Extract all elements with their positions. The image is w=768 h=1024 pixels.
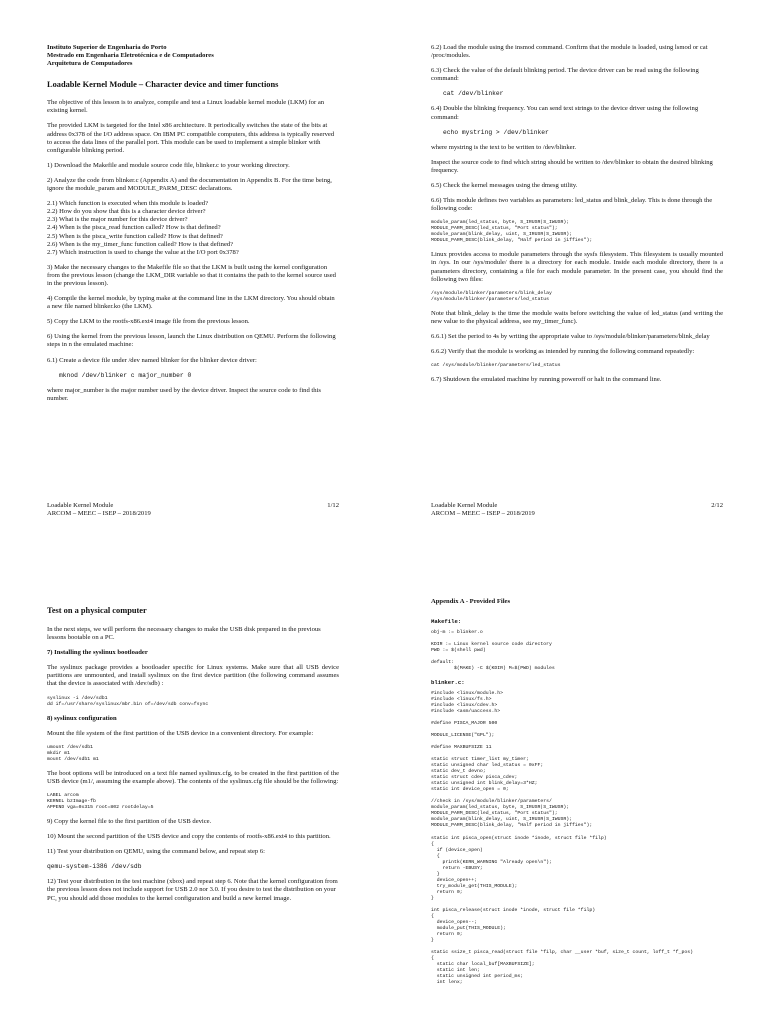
- question-item: 2.2) How do you show that this is a character device driver?: [47, 208, 206, 216]
- subsection-heading: 8) syslinux configuration: [47, 714, 117, 722]
- paragraph: 6.2) Load the module using the insmod command. Confirm that the module is loaded, using lsmod or cat /proc/modules.: [431, 44, 708, 60]
- code-block: LABEL arcom KERNEL bzImage-fb APPEND vga=0x315 root=802 rootdelay=5: [47, 792, 154, 810]
- question-item: 2.3) What is the major number for this device driver?: [47, 216, 188, 224]
- code-block: #include <linux/module.h> #include <linux/fs.h> #include <linux/cdev.h> #include <asm/uaccess.h> #define PISCA_MAJOR 500 MODULE_LICENSE("GPL"); #define MAXBUFSIZE 11 static struct timer_list my_timer; static unsigned char led_status = 0xFF; static dev_t devno; static struct cdev pisca_cdev; static unsigned int blink_delay=3*HZ; static int device_open = 0; //check in /sys/module/blinker/parameters/ module_param(led_status, byte, S_IRUSR|S_IWUSR); MODULE_PARM_DESC(led_status, "Port status"); module_param(blink_delay, uint, S_IRUSR|S_IWUSR); MODULE_PARM_DESC(blink_delay, "Half period in jiffies");: [431, 691, 593, 829]
- paragraph: 3) Make the necessary changes to the Makefile file so that the LKM is built using the kernel configuration from the previous lesson (change the LKM_DIR variable so that it contains the path to the kernel source used in the previous lesson).: [47, 263, 336, 287]
- header-line: Arquitetura de Computadores: [47, 60, 133, 68]
- page-footer: [431, 502, 723, 510]
- paragraph: The boot options will be introduced on a text file named syslinux.cfg, to be created in the first partition of the USB device (m1/, assuming the example above). The contents of the syslinux.cfg file should be the following:: [47, 769, 339, 785]
- code-block: mknod /dev/blinker c major_number 0: [59, 371, 192, 379]
- paragraph: Linux provides access to module parameters through the sysfs filesystem. This filesystem is usually mounted in /sys. In our /sys/module/ there is a directory for each module. Inside each module directory, there is a parameters directory, containing a file for each module parameter. In the present case, you should find the following two files:: [431, 251, 723, 283]
- code-block: module_param(led_status, byte, S_IRUSR|S_IWUSR); MODULE_PARM_DESC(led_status, "Port status"); module_param(blink_delay, uint, S_IRUSR|S_IWUSR); MODULE_PARM_DESC(blink_delay, "Half period in jiffies");: [431, 220, 593, 244]
- code-block: static int pisca_open(struct inode *inode, struct file *filp) { if (device_open) { printk(KERN_WARNING "Already open\n"); return -EBUSY; } device_open++; try_module_get(THIS_MODULE); return 0; } int pisca_release(struct inode *inode, struct file *filp) { device_open--; module_put(THIS_MODULE); return 0; } static ssize_t pisca_read(struct file *filp, char __user *buf, size_t count, loff_t *f_pos) { static char local_buf[MAXBUFSIZE]; static int len; static unsigned int period_ms; int lenx;: [431, 836, 693, 986]
- code-block: cat /sys/module/blinker/parameters/led_status: [431, 363, 561, 369]
- section-heading: Test on a physical computer: [47, 606, 147, 615]
- footer-title: Loadable Kernel Module: [47, 502, 114, 509]
- footer-course: ARCOM – MEEC – ISEP – 2018/2019: [47, 510, 151, 517]
- paragraph: where mystring is the text to be written to /dev/blinker.: [431, 143, 577, 151]
- document-page-4: [384, 512, 768, 1024]
- document-page-3: [0, 512, 384, 1024]
- question-item: 2.5) When is the pisca_write function called? How is that defined?: [47, 232, 223, 240]
- appendix-heading: Appendix A - Provided Files: [431, 598, 511, 605]
- page-3-content: [47, 606, 339, 910]
- document-page-2: [384, 0, 768, 517]
- paragraph: 6.5) Check the kernel messages using the dmesg utility.: [431, 182, 578, 190]
- paragraph: 11) Test your distribution on QEMU, using the command below, and repeat step 6:: [47, 848, 265, 856]
- paragraph: The objective of this lesson is to analyze, compile and test a Linux loadable kernel module (LKM) for an existing kernel.: [47, 99, 325, 115]
- subsection-heading: 7) Installing the syslinux bootloader: [47, 649, 148, 657]
- paragraph: 2) Analyze the code from blinker.c (Appendix A) and the documentation in Appendix B. For the time being, ignore the module_param and MODULE_PARM_DESC declarations.: [47, 176, 332, 193]
- paragraph: 10) Mount the second partition of the USB device and copy the contents of rootfs-x86.ext4 to this partition.: [47, 833, 331, 841]
- file-label: Makefile:: [431, 618, 462, 626]
- question-list: [47, 200, 339, 257]
- paragraph: 9) Copy the kernel file to the first partition of the USB device.: [47, 817, 212, 825]
- page-number: 1/12: [327, 502, 339, 509]
- paragraph: 4) Compile the kernel module, by typing make at the command line in the LKM directory. You should obtain a new file named blinker.ko (the LKM).: [47, 295, 335, 311]
- paragraph: 5) Copy the LKM to the rootfs-x86.ext4 image file from the previous lesson.: [47, 318, 250, 326]
- document-page-1: [0, 0, 384, 517]
- code-block: echo mystring > /dev/blinker: [443, 128, 549, 136]
- paragraph: 6.1) Create a device file under /dev named blinker for the blinker device driver:: [47, 356, 257, 364]
- file-label: blinker.c:: [431, 679, 465, 687]
- code-block: cat /dev/blinker: [443, 90, 504, 98]
- question-item: 2.6) When is the my_timer_func function called? How is that defined?: [47, 240, 234, 248]
- paragraph: Mount the file system of the first partition of the USB device in a convenient directory. For example:: [47, 729, 314, 737]
- page-footer: [47, 502, 339, 510]
- header-line: Instituto Superior de Engenharia do Porto: [47, 44, 167, 51]
- paragraph: 6.3) Check the value of the default blinking period. The device driver can be read using the following command:: [431, 67, 699, 83]
- question-item: 2.4) When is the pisca_read function called? How is that defined?: [47, 224, 221, 232]
- page-1-content: [47, 44, 339, 410]
- question-item: 2.7) Which instruction is used to change the value at the I/O port 0x378?: [47, 248, 239, 256]
- paragraph: Note that blink_delay is the time the module waits before switching the value of led_status (and writing the new value to the physical address, see my_timer_func).: [431, 309, 723, 325]
- paragraph: Inspect the source code to find which string should be written to /dev/blinker to obtain the desired blinking frequency.: [431, 158, 713, 174]
- paragraph: In the next steps, we will perform the necessary changes to make the USB disk prepared in the previous lessons bootable on a PC.: [47, 626, 321, 642]
- paragraph: where major_number is the major number used by the device driver. Inspect the source code to find this number.: [47, 386, 321, 402]
- paragraph: 6.7) Shutdown the emulated machine by running poweroff or halt in the command line.: [431, 376, 662, 384]
- code-block: umount /dev/sdb1 mkdir m1 mount /dev/sdb1 m1: [47, 744, 99, 762]
- paragraph: 12) Test your distribution in the test machine (xbox) and repeat step 6. Note that the kernel configuration from the previous lesson does not include support for USB 2.0 nor 3.0. If you desire to test the distribution on your PC, you should add those modules to the kernel configuration and build a new kernel image.: [47, 878, 338, 902]
- question-item: 2.1) Which function is executed when this module is loaded?: [47, 200, 209, 208]
- paragraph: The syslinux package provides a bootloader specific for Linux systems. Make sure that all USB device partitions are unmounted, and install syslinux on the first device partition (the following command assumes that the device is associated with /dev/sdb) :: [47, 664, 339, 688]
- paragraph: 6.6.1) Set the period to 4s by writing the appropriate value to /sys/module/blinker/parameters/blink_delay: [431, 332, 710, 340]
- paragraph: 6) Using the kernel from the previous lesson, launch the Linux distribution on QEMU. Perform the following steps in n the emulated machine:: [47, 333, 336, 349]
- paragraph: 6.6.2) Verify that the module is working as intended by running the following command repeatedly:: [431, 347, 695, 355]
- page-2-content: [431, 44, 723, 391]
- paragraph: 1) Download the Makefile and module source code file, blinker.c to your working directory.: [47, 161, 290, 169]
- header-line: Mestrado em Engenharia Eletrotécnica e de Computadores: [47, 52, 214, 60]
- code-block: /sys/module/blinker/parameters/blink_delay /sys/module/blinker/parameters/led_status: [431, 290, 552, 302]
- page-number: 2/12: [711, 502, 723, 509]
- document-title: Loadable Kernel Module – Character device and timer functions: [47, 80, 279, 90]
- page-4-content: [431, 598, 723, 993]
- code-block: syslinux -i /dev/sdb1 dd if=/usr/share/syslinux/mbr.bin of=/dev/sdb conv=fsync: [47, 695, 209, 707]
- footer-title: Loadable Kernel Module: [431, 502, 498, 509]
- paragraph: 6.6) This module defines two variables as parameters: led_status and blink_delay. This is done through the following code:: [431, 197, 713, 213]
- paragraph: The provided LKM is targeted for the Intel x86 architecture. It periodically switches the state of the bits at address 0x378 of the I/O address space. On IBM PC compatible computers, this address is typically reserved to access the data lines of the parallel port. This module can be used to implement a simple blinker with configurable blinking period.: [47, 122, 335, 154]
- institution-header: [47, 44, 339, 68]
- paragraph: 6.4) Double the blinking frequency. You can send text strings to the device driver using the following command:: [431, 105, 699, 121]
- code-block: obj-m := blinker.o KDIR := Linux kernel source code directory PWD := $(shell pwd) default: $(MAKE) -C $(KDIR) M=$(PWD) modules: [431, 630, 555, 672]
- footer-course: ARCOM – MEEC – ISEP – 2018/2019: [431, 510, 535, 517]
- code-block: qemu-system-i386 /dev/sdb: [47, 863, 142, 871]
